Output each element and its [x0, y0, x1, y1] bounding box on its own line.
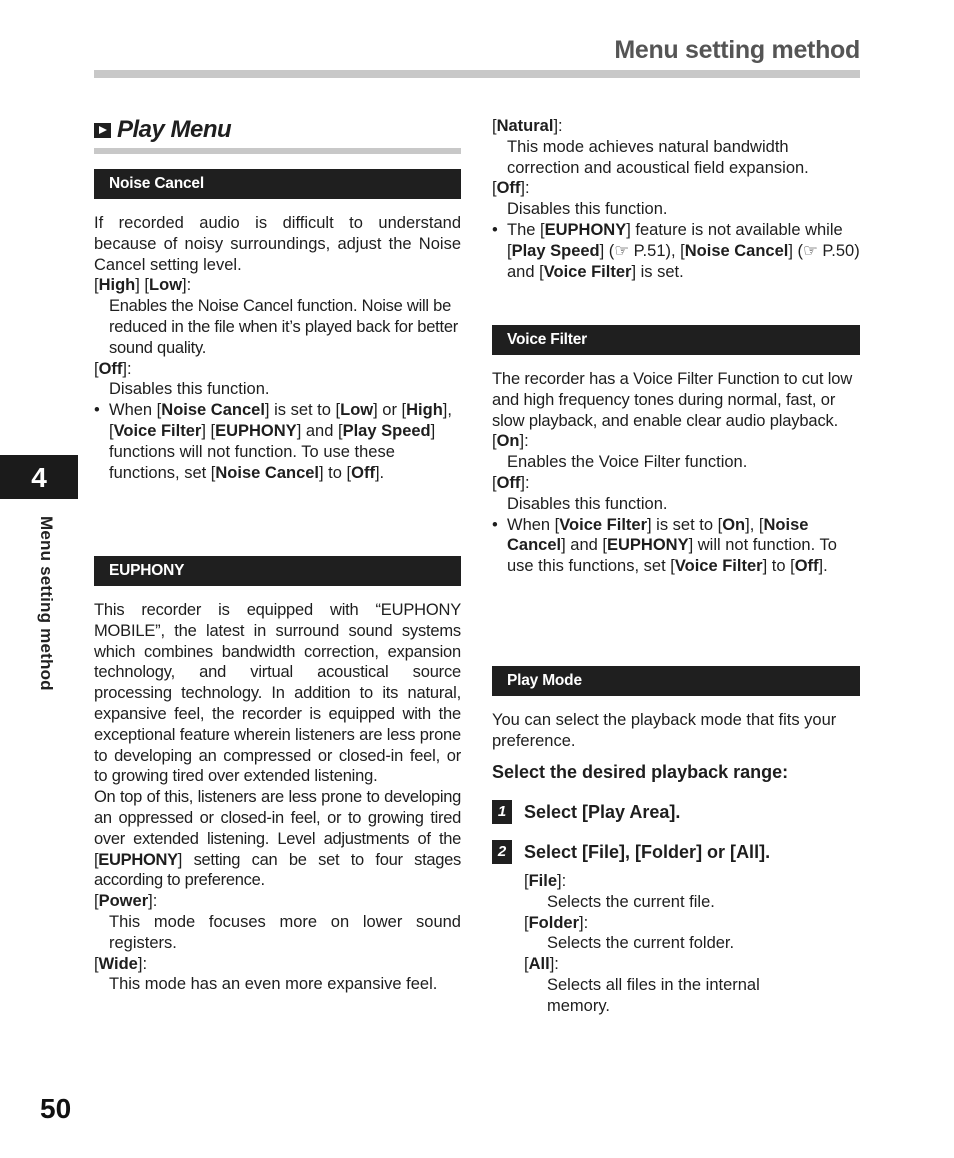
- euphony-paragraph-1: This recorder is equipped with “EUPHONY MOBILE”, the latest in surround sound systems which combines bandwidth correction, expansion technology, and virtual acoustical source processing technology. In addition to its natural, expansive feel, the recorder is equipped with the exceptional feature wherein listeners are less prone to developing an compressed or closed-in feel, or to growing tired over extended listening.: [94, 601, 461, 786]
- play-mode-file-desc: Selects the current file.: [547, 892, 715, 911]
- noise-cancel-note: • When [Noise Cancel] is set to [Low] or [High], [Voice Filter] [EUPHONY] and [Play Speed] functions will not function. To use these functions, set [Noise Cancel] to [Off].: [94, 401, 452, 482]
- play-mode-option-folder: [Folder]:: [524, 913, 589, 932]
- step-text: Select [Play Area].: [524, 801, 681, 822]
- noise-cancel-intro: If recorded audio is difficult to understand because of noisy surroundings, adjust the Noise Cancel setting level.: [94, 214, 461, 274]
- voice-filter-body: [492, 369, 860, 577]
- euphony-note: • The [EUPHONY] feature is not available while [Play Speed] (☞ P.51), [Noise Cancel] (☞ P.50) and [Voice Filter] is set.: [492, 220, 860, 281]
- noise-cancel-heading: Noise Cancel: [94, 169, 461, 199]
- euphony-natural-desc: This mode achieves natural bandwidth correction and acoustical field expansion.: [507, 137, 809, 177]
- voice-filter-option-off: [Off]:: [492, 473, 530, 492]
- euphony-off-desc: Disables this function.: [507, 200, 668, 219]
- noise-cancel-section: [94, 169, 461, 199]
- play-mode-section: [492, 666, 860, 696]
- euphony-heading: EUPHONY: [94, 556, 461, 586]
- play-mode-subheading: Select the desired playback range:: [492, 762, 789, 782]
- step-number: 1: [492, 800, 512, 824]
- play-mode-step-1: [492, 800, 680, 824]
- voice-filter-on-desc: Enables the Voice Filter function.: [507, 453, 748, 472]
- play-icon: [94, 123, 111, 138]
- play-mode-body: [492, 710, 860, 752]
- voice-filter-off-desc: Disables this function.: [507, 494, 668, 513]
- header-rule: [94, 70, 860, 78]
- noise-cancel-option-off: [Off]:: [94, 359, 132, 378]
- play-mode-step-2: [492, 840, 770, 864]
- play-mode-options: [524, 871, 824, 1017]
- euphony-option-natural: [Natural]:: [492, 117, 563, 135]
- step-text: Select [File], [Folder] or [All].: [524, 841, 771, 862]
- euphony-body-continued: [492, 116, 860, 282]
- euphony-paragraph-2: On top of this, listeners are less prone to developing an oppressed or closed-in feel, or to growing tired over extended listening. Level adjustments of the [EUPHONY] setting can be set to four stages according to preference.: [94, 788, 461, 890]
- noise-cancel-high-low-desc: Enables the Noise Cancel function. Noise will be reduced in the file when it’s played back for better sound quality.: [109, 297, 458, 357]
- step-number: 2: [492, 840, 512, 864]
- chapter-side-label: Menu setting method: [37, 516, 56, 691]
- play-mode-intro: You can select the playback mode that fits your preference.: [492, 711, 837, 750]
- chapter-tab: 4: [0, 455, 78, 499]
- play-mode-heading: Play Mode: [492, 666, 860, 696]
- euphony-section: [94, 556, 461, 586]
- page-number: 50: [40, 1093, 72, 1124]
- play-menu-title-block: [94, 116, 461, 154]
- play-menu-title: Play Menu: [117, 116, 232, 143]
- euphony-option-off: [Off]:: [492, 179, 530, 198]
- euphony-option-power: [Power]:: [94, 892, 158, 911]
- play-mode-folder-desc: Selects the current folder.: [547, 934, 735, 953]
- play-mode-all-desc: Selects all files in the internal memory.: [547, 975, 760, 1015]
- voice-filter-section: [492, 325, 860, 355]
- euphony-power-desc: This mode focuses more on lower sound registers.: [109, 912, 461, 952]
- euphony-option-wide: [Wide]:: [94, 954, 148, 973]
- play-menu-rule: [94, 148, 461, 154]
- euphony-wide-desc: This mode has an even more expansive feel.: [109, 975, 438, 994]
- page-header-title: Menu setting method: [614, 36, 860, 64]
- noise-cancel-body: [94, 213, 461, 483]
- play-mode-option-file: [File]:: [524, 872, 567, 890]
- noise-cancel-off-desc: Disables this function.: [109, 380, 270, 399]
- voice-filter-note: • When [Voice Filter] is set to [On], [Noise Cancel] and [EUPHONY] will not function. To use this functions, set [Voice Filter] to [Off].: [492, 515, 837, 576]
- play-mode-option-all: [All]:: [524, 955, 559, 974]
- voice-filter-intro: The recorder has a Voice Filter Function to cut low and high frequency tones during normal, fast, or slow playback, and enable clear audio playback.: [492, 370, 853, 430]
- voice-filter-heading: Voice Filter: [492, 325, 860, 355]
- voice-filter-option-on: [On]:: [492, 432, 529, 451]
- noise-cancel-option-high-low: [High] [Low]:: [94, 276, 192, 295]
- euphony-body: [94, 600, 461, 995]
